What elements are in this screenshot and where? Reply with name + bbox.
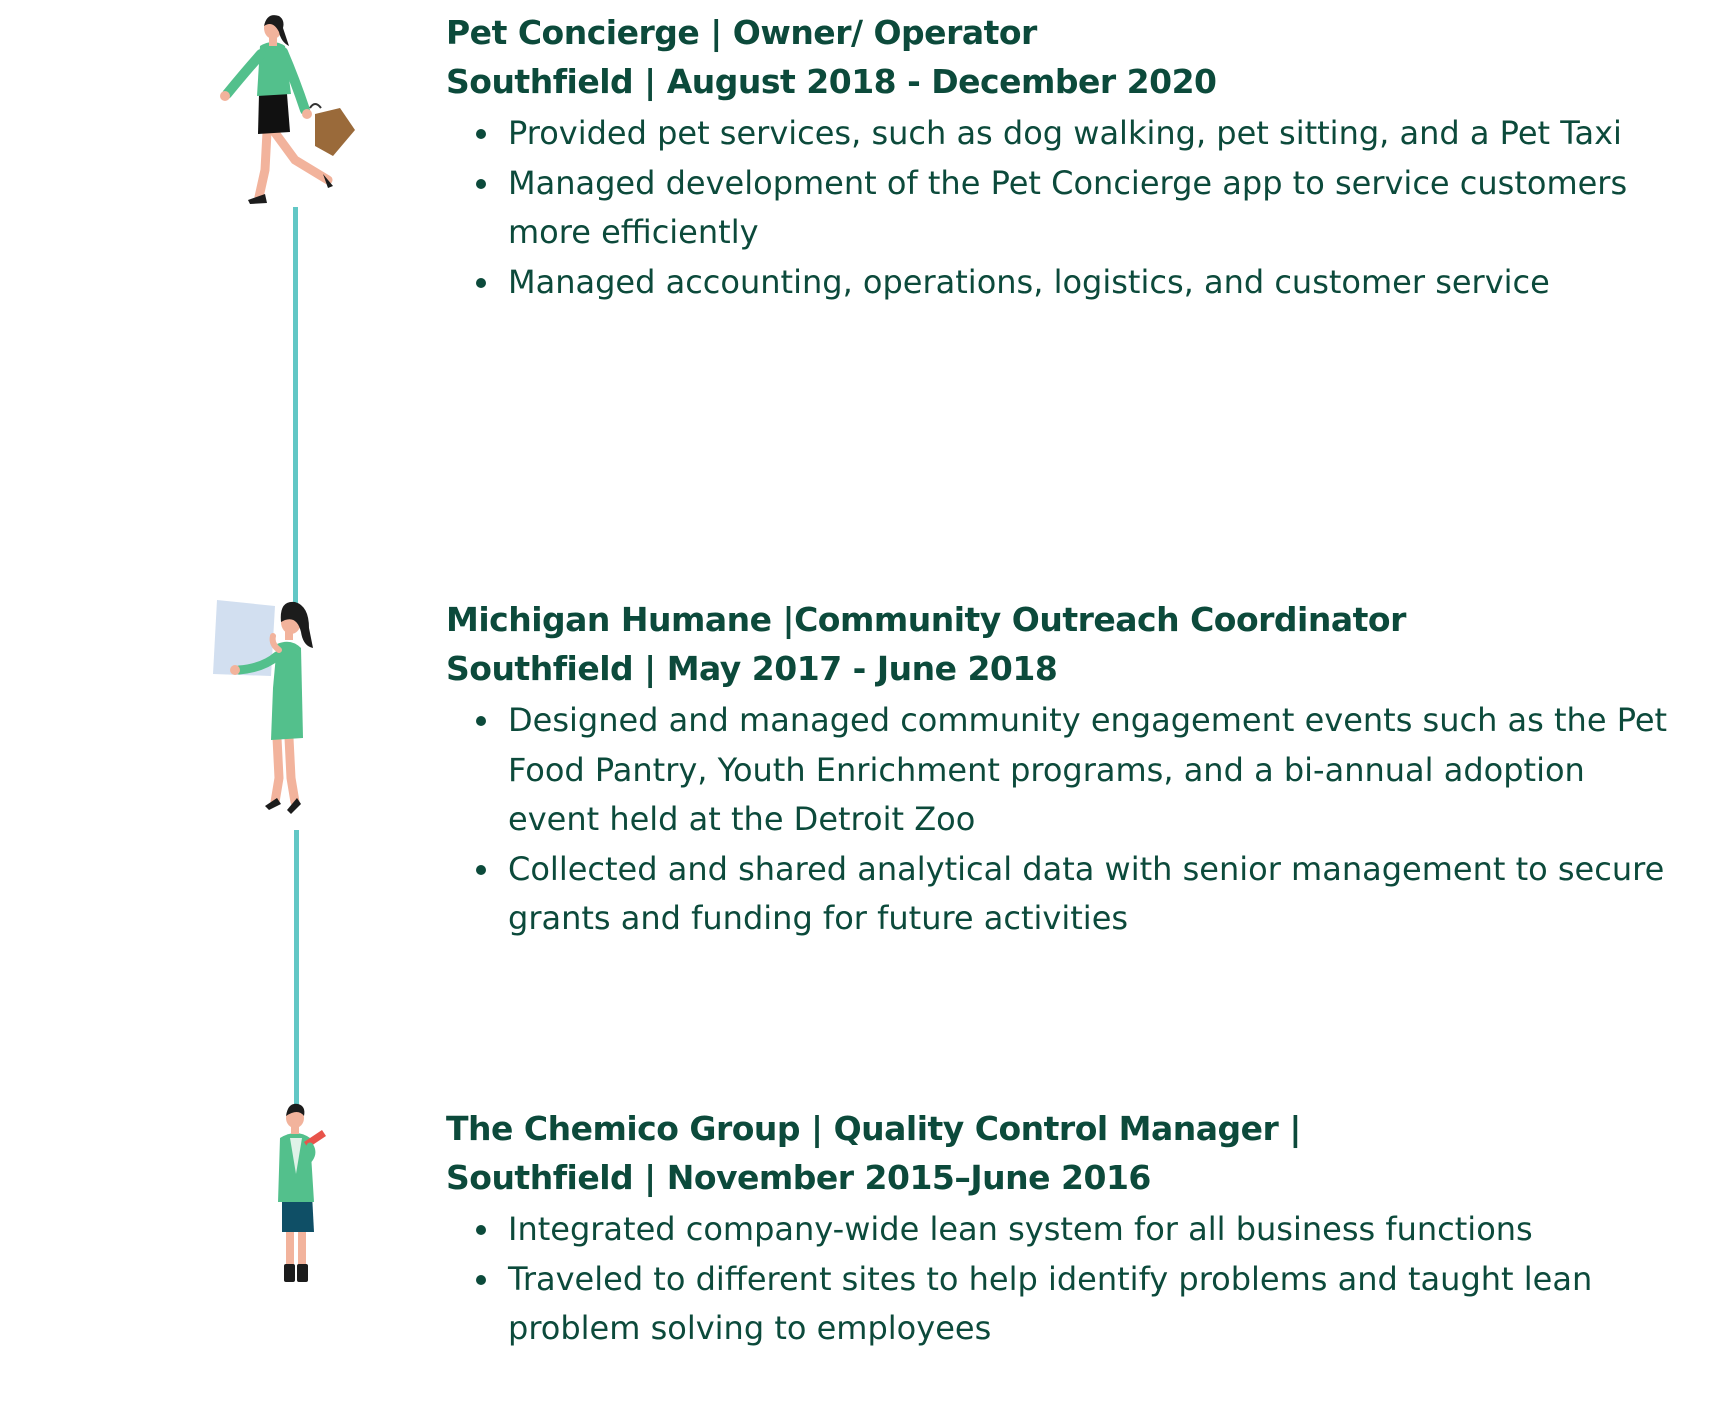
entry-title-location-dates: Southfield | August 2018 - December 2020 [446, 62, 1217, 101]
entry-title-company-role: Pet Concierge | Owner/ Operator [446, 13, 1037, 52]
bullet-item: Traveled to different sites to help identify problems and taught lean problem solving to employees [446, 1255, 1686, 1354]
entry-title-company-role: Michigan Humane |Community Outreach Coordinator [446, 600, 1406, 639]
woman-with-clipboard-icon [260, 1098, 340, 1288]
experience-entry [446, 595, 1686, 944]
timeline-connector-2 [294, 830, 299, 1108]
walking-woman-with-bag-icon [215, 10, 365, 210]
bullet-list [446, 696, 1686, 944]
experience-entry [446, 8, 1686, 307]
entry-title-location-dates: Southfield | May 2017 - June 2018 [446, 649, 1058, 688]
bullet-item: Integrated company-wide lean system for all business functions [446, 1205, 1686, 1255]
bullet-list [446, 109, 1686, 307]
bullet-item: Designed and managed community engagement events such as the Pet Food Pantry, Youth Enrichment programs, and a bi-annual adoption event held at the Detroit Zoo [446, 696, 1686, 845]
experience-entry [446, 1104, 1686, 1354]
bullet-item: Collected and shared analytical data with senior management to secure grants and funding for future activities [446, 845, 1686, 944]
bullet-list [446, 1205, 1686, 1354]
woman-holding-board-icon [205, 598, 345, 820]
bullet-item: Managed accounting, operations, logistics, and customer service [446, 258, 1686, 308]
entry-title-company-role: The Chemico Group | Quality Control Manager | [446, 1109, 1301, 1148]
entry-title-location-dates: Southfield | November 2015–June 2016 [446, 1158, 1151, 1197]
timeline-connector-1 [293, 207, 298, 608]
bullet-item: Provided pet services, such as dog walking, pet sitting, and a Pet Taxi [446, 109, 1686, 159]
bullet-item: Managed development of the Pet Concierge app to service customers more efficiently [446, 159, 1686, 258]
